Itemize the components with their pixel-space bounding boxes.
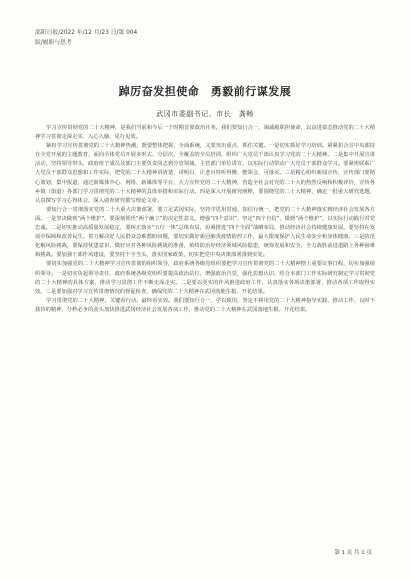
document-meta xyxy=(35,28,137,48)
article-paragraph: 学习贯彻党的二十大精神，关键看行动，最终看实效。我们要知行合一，学以致用，坚定不移用党的二十大精神指导实践、推动工作，以时不我待的精神、分秒必争的劲头加快推进武冈经济社会发展各项工作，推动党的二十大精神在武冈落地生根、开花结果。 xyxy=(35,297,375,313)
article-title: 踔厉奋发担使命 勇毅前行谋发展 xyxy=(118,85,292,98)
page-number: 第 1 页 共 1 页 xyxy=(334,550,372,556)
article-paragraph: 要切实加强党的二十大精神学习宣传贯彻的组织领导，政府系统各级党组织要把学习宣传贯彻党的二十大精神摆上重要议事日程，切实加强组织领导。一是切实负起领导责任，政府系统各级党组织要提高政治站位，增强政治自觉，强化思想认识，结合本部门工作实际研究制定学习贯彻党的二十大精神的具体方案，推动学习贯彻工作不断走深走实。二是要以更实的作风推进政府工作，认真落实各项决策部署，推动各项工作取得实效。三是要加强对学习宣传贯彻情况的督促检查，确保党的二十大精神在武冈落地生根、开花结果。 xyxy=(35,261,375,295)
article-body xyxy=(35,124,375,315)
article-paragraph: 要知行合一贯彻落实党的二十大重大决策部署，要立足武冈实际，坚持学思用贯通、知信行统一，把党的二十大精神落实到经济社会发展各方面。一是坚决做到“两个维护”。要深刻领悟“两个确立”的决定性意义，增强“四个意识”、坚定“四个自信”，做到“两个维护”，以实际行动践行对党忠诚。二是切实推动高质量发展稳定，要纠正落实“五位一体”总体布局，协调推进“四个全面”战略布局，推动经济社会持续健康发展。要坚持在发展中保障和改善民生。着力解决好人民群众急难愁盼问题，要切实做好新冠肺炎疫情防控工作，最大限度保护人民生命安全和身体健康。三是防范化解风险挑战，要保持忧患意识，做好应对各种风险挑战的准备，始终防治好经济领域风险隐患，统筹发展和安全，全力战胜前进道路上各种困难和挑战。要加强干部作风建设，要坚持干字当头，落实国家政策，切实把党中央决策部署落到实处。 xyxy=(35,206,375,259)
meta-section-line: 版/履职与思考 xyxy=(35,40,72,46)
article-paragraph: 紧扣学习宣传贯彻党的二十大精神热潮，既要整体把握，全面系统，又要突出重点、抓住关键。一是切实抓好学习培训。紧紧扣合宣中央部持在全党开展的主题教育，面向全体党员开展多形式、分层次、全覆盖的全员培训，组织广大党员干部认真学习党的二十大精神。二是集中开展宣讲活动，坚持领导带头，政府班子成员及部门主要负责同志到分管领域、主管部门单位讲宣，以实际行动带动广大党员干部群众学习。要紧密联系广大党员干部群众思想和工作实际，把党的二十大精神讲清楚、讲明白，让老百姓听得懂、能领会、可落实。三是精心组织新闻宣传，宣传部门要精心策划，集中报道，通过新媒体中心、网络、新媒体等平台，大力宣传党的二十大精神，营造全社会对党的二十大的热烈反响和积极评价，宣传各乡镇（街道）各部门学习贯彻党的二十大精神的具体举措和实际行动。四是深入开展研究阐释，要围绕党的二十大精神，确定一批重大研究选题，认真撰写学习心得体会，深入调查研究撰写理论文章。 xyxy=(35,143,375,204)
meta-source-line: 邵阳日报/2022 年/12 月/23 日/第 004 xyxy=(35,30,138,36)
article-byline: 武冈市委副书记、市长 龚畅 xyxy=(156,110,254,118)
article-paragraph: 学习宣传贯彻党的二十大精神，是我们当前和今后一个时期首要政治任务。我们要知行合一，竭诚履职担使命，以奋进姿态推动党的二十大精神学习贯彻走深走实、入心入脑、见行见效。 xyxy=(35,125,375,141)
